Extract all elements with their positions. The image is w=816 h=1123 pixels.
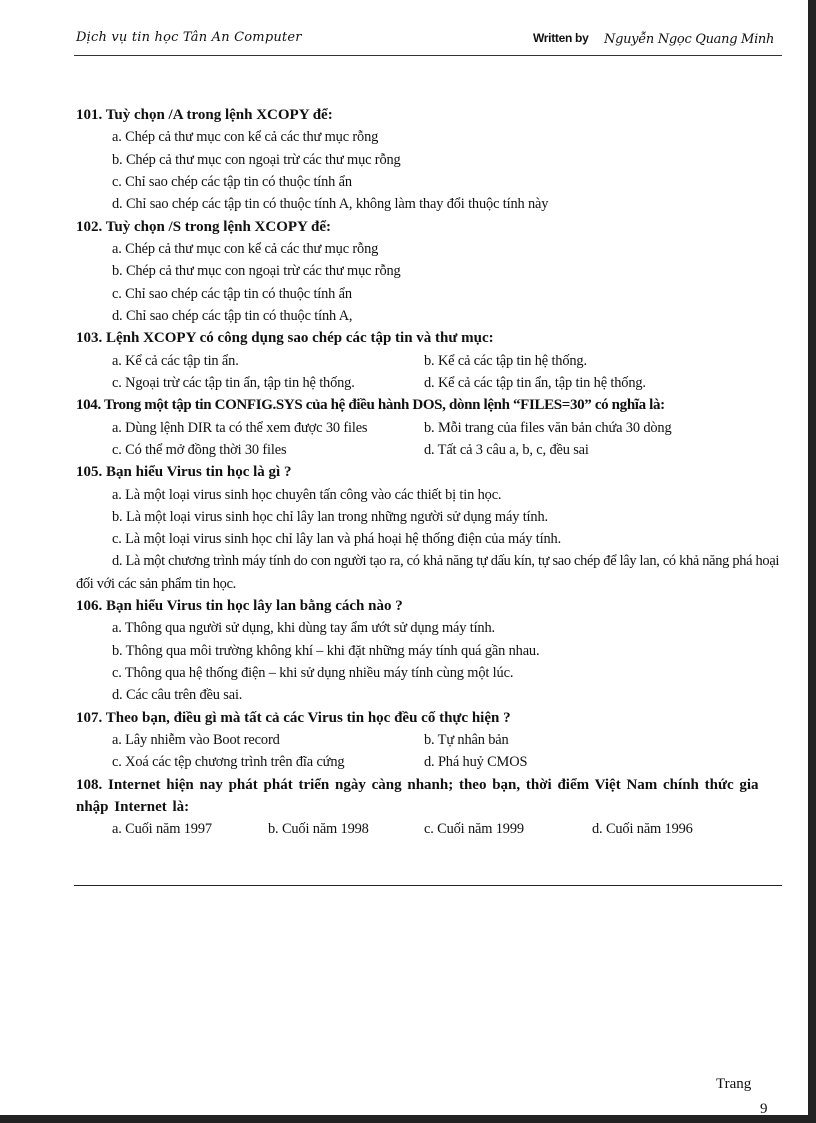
option-row [76, 439, 786, 461]
option-d: d. Các câu trên đều sai. [112, 687, 243, 704]
question-list [76, 104, 786, 841]
option-b: b. Chép cả thư mục con ngoại trừ các thư mục rỗng [112, 263, 401, 280]
option-a: a. Kể cả các tập tin ẩn. [112, 352, 239, 369]
option-d: d. Phá huỷ CMOS [424, 754, 528, 771]
question-title: 102. Tuỳ chọn /S trong lệnh XCOPY để: [76, 218, 332, 235]
header-title: Dịch vụ tin học Tân An Computer [76, 30, 302, 45]
option-row [76, 417, 786, 439]
option-d: d. Cuối năm 1996 [592, 821, 693, 838]
question-107 [76, 707, 786, 774]
option-b: b. Cuối năm 1998 [268, 821, 369, 838]
question-104 [76, 394, 786, 461]
option-b: b. Thông qua môi trường không khí – khi đặt những máy tính quá gần nhau. [112, 642, 540, 659]
option-c: c. Chỉ sao chép các tập tin có thuộc tính ẩn [112, 174, 352, 190]
option-b: b. Kể cả các tập tin hệ thống. [424, 352, 587, 369]
option-a: a. Cuối năm 1997 [112, 821, 212, 838]
question-title: 101. Tuỳ chọn /A trong lệnh XCOPY để: [76, 107, 333, 123]
option-a: a. Là một loại virus sinh học chuyên tấn công vào các thiết bị tin học. [112, 486, 502, 503]
question-103 [76, 327, 786, 394]
question-102 [76, 216, 786, 328]
option-row [76, 818, 786, 840]
question-108 [76, 774, 786, 841]
option-a: a. Chép cả thư mục con kể cả các thư mục rỗng [112, 129, 379, 146]
question-title: 107. Theo bạn, điều gì mà tất cả các Virus tin học đều cố thực hiện ? [76, 709, 511, 726]
option-row [76, 350, 786, 372]
option-b: b. Là một loại virus sinh học chỉ lây lan trong những người sử dụng máy tính. [112, 508, 548, 525]
option-c: c. Cuối năm 1999 [424, 821, 524, 838]
option-row [76, 751, 786, 773]
option-d: d. Là một chương trình máy tính do con người tạo ra, có khả năng tự dấu kín, tự sao chép để lây lan, có khả năng phá hoại đối với các sản phẩm tin học. [76, 553, 780, 592]
option-a: a. Thông qua người sử dụng, khi dùng tay ẩm ướt sử dụng máy tính. [112, 620, 495, 637]
option-b: b. Tự nhân bản [424, 732, 509, 749]
question-101 [76, 104, 786, 216]
option-d: d. Chỉ sao chép các tập tin có thuộc tính A, không làm thay đổi thuộc tính này [112, 196, 549, 213]
header-divider [74, 55, 782, 56]
question-title: 106. Bạn hiểu Virus tin học lây lan bằng cách nào ? [76, 598, 403, 615]
option-row [76, 729, 786, 751]
header-author-signature: Nguyễn Ngọc Quang Minh [604, 32, 775, 47]
question-title: 104. Trong một tập tin CONFIG.SYS của hệ điều hành DOS, dònn lệnh “FILES=30” có nghĩa là: [76, 397, 665, 414]
question-106 [76, 595, 786, 707]
question-title: 103. Lệnh XCOPY có công dụng sao chép các tập tin và thư mục: [76, 330, 494, 347]
question-title: 108. Internet hiện nay phát phát triển ngày càng nhanh; theo bạn, thời điểm Việt Nam chính thức gia nhập Internet là: [76, 776, 759, 816]
header-written-by: Written by [533, 31, 589, 45]
question-title: 105. Bạn hiểu Virus tin học là gì ? [76, 464, 292, 481]
option-c: c. Ngoại trừ các tập tin ẩn, tập tin hệ thống. [112, 374, 355, 391]
option-c: c. Thông qua hệ thống điện – khi sử dụng nhiều máy tính cùng một lúc. [112, 665, 514, 682]
option-d: d. Tất cả 3 câu a, b, c, đều sai [424, 441, 589, 458]
option-row [76, 372, 786, 394]
option-a: a. Dùng lệnh DIR ta có thể xem được 30 files [112, 419, 368, 436]
option-c: c. Có thể mở đồng thời 30 files [112, 441, 287, 458]
option-c: c. Xoá các tệp chương trình trên đĩa cứng [112, 754, 345, 771]
page-number: 9 [760, 1101, 768, 1117]
question-105 [76, 461, 786, 595]
option-c: c. Chỉ sao chép các tập tin có thuộc tính ẩn [112, 285, 352, 302]
option-a: a. Lây nhiễm vào Boot record [112, 732, 280, 749]
option-d: d. Kể cả các tập tin ẩn, tập tin hệ thống. [424, 374, 646, 391]
option-a: a. Chép cả thư mục con kể cả các thư mục rỗng [112, 241, 379, 257]
option-b: b. Mỗi trang của files văn bản chứa 30 dòng [424, 419, 672, 436]
footer-divider [74, 885, 782, 886]
option-d: d. Chỉ sao chép các tập tin có thuộc tính A, [112, 307, 353, 324]
option-b: b. Chép cả thư mục con ngoại trừ các thư mục rỗng [112, 151, 401, 168]
page-label: Trang [716, 1076, 752, 1092]
option-c: c. Là một loại virus sinh học chỉ lây lan và phá hoại hệ thống điện của máy tính. [112, 531, 562, 548]
